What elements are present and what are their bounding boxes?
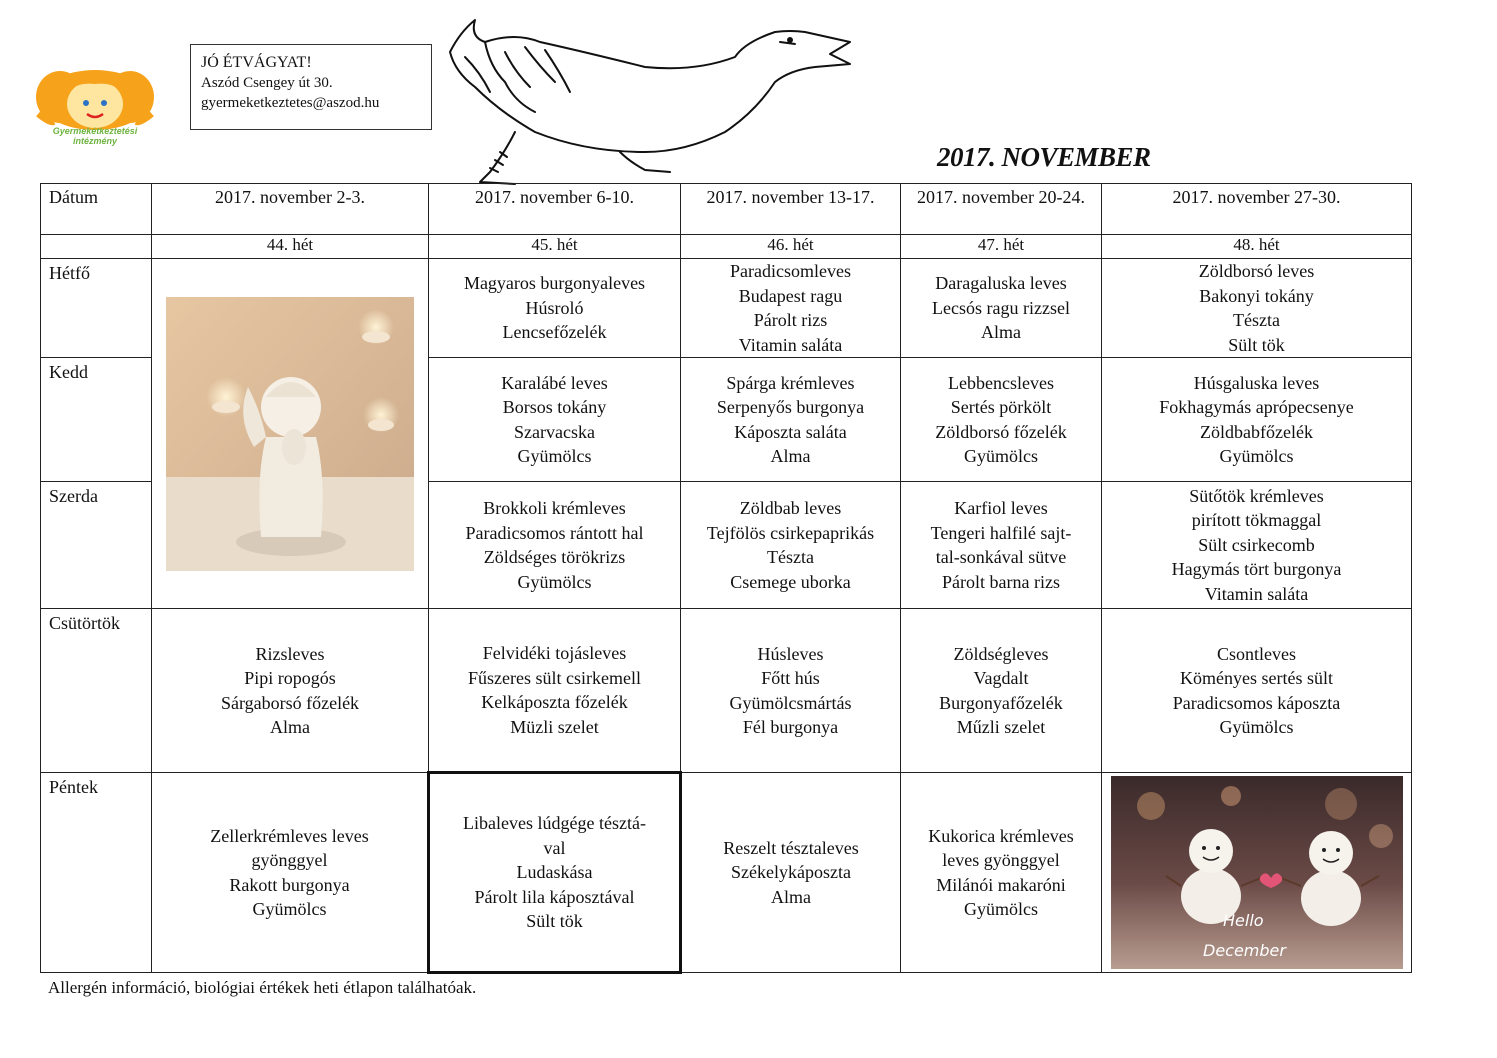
menu-item: Müzli szelet	[510, 716, 599, 737]
menu-item: Fűszeres sült csirkemell	[468, 667, 641, 688]
menu-item: Karalábé leves	[501, 372, 608, 393]
day-label: Péntek	[41, 773, 152, 973]
goose-illustration	[445, 12, 860, 187]
menu-cell	[429, 259, 681, 358]
menu-cell	[681, 609, 901, 773]
menu-item: Zöldségleves	[953, 643, 1049, 664]
menu-cell	[429, 482, 681, 609]
menu-item: Párolt lila káposztával	[474, 886, 635, 907]
menu-item: Alma	[771, 886, 811, 907]
col-header: 2017. november 13-17.	[681, 184, 901, 235]
menu-item: Gyümölcs	[964, 446, 1038, 466]
menu-item: Rizsleves	[255, 643, 325, 664]
menu-cell	[1102, 259, 1412, 358]
col-header: 2017. november 27-30.	[1102, 184, 1412, 235]
email: gyermeketkeztetes@aszod.hu	[201, 95, 380, 111]
menu-item: tal-sonkával sütve	[935, 547, 1067, 567]
menu-item: Karfiol leves	[954, 498, 1048, 518]
menu-item: Bakonyi tokány	[1199, 285, 1314, 306]
day-label: Kedd	[41, 358, 152, 482]
menu-item: Sült tök	[526, 911, 583, 932]
menu-item: Daragaluska leves	[935, 273, 1067, 294]
menu-item: Gyümölcs	[517, 571, 592, 592]
day-label: Szerda	[41, 482, 152, 609]
menu-item: Felvidéki tojásleves	[482, 643, 627, 663]
month-title: 2017. NOVEMBER	[937, 142, 1151, 172]
menu-item: Szarvacska	[514, 421, 595, 442]
week-number: 46. hét	[681, 235, 901, 259]
menu-item: Alma	[770, 446, 811, 466]
menu-item: Zöldborsó leves	[1198, 261, 1315, 281]
menu-item: Gyümölcs	[517, 446, 592, 466]
menu-cell	[1102, 482, 1412, 609]
menu-item: Húsgaluska leves	[1193, 372, 1320, 393]
date-label: Dátum	[41, 184, 152, 235]
snowmen-image	[1111, 776, 1403, 969]
menu-cell	[681, 259, 901, 358]
menu-cell	[429, 358, 681, 482]
menu-cell	[901, 609, 1102, 773]
menu-item: Ludaskása	[516, 862, 593, 883]
menu-item: Vagdalt	[973, 668, 1029, 688]
menu-item: Műzli szelet	[956, 717, 1046, 737]
menu-item: Fokhagymás aprópecsenye	[1159, 397, 1354, 417]
contact-box	[190, 44, 432, 130]
menu-item: Székelykáposzta	[731, 862, 851, 883]
col-header: 2017. november 20-24.	[901, 184, 1102, 235]
allergen-footnote: Allergén információ, biológiai értékek heti étlapon találhatóak.	[48, 978, 477, 997]
week-number: 45. hét	[429, 235, 681, 259]
menu-item: pirított tökmaggal	[1191, 510, 1322, 531]
menu-item: Húsroló	[525, 297, 584, 318]
menu-cell	[681, 358, 901, 482]
menu-item: Gyümölcs	[1219, 717, 1294, 737]
menu-item: Zellerkrémleves leves	[210, 825, 369, 846]
menu-cell	[901, 259, 1102, 358]
menu-item: Milánói makaróni	[936, 874, 1066, 895]
menu-item: Tejfölös csirkepaprikás	[706, 522, 875, 543]
menu-item: Lecsós ragu rizzsel	[932, 297, 1070, 318]
col-header: 2017. november 2-3.	[152, 184, 429, 235]
menu-cell-highlighted	[429, 773, 681, 973]
logo-text-1: Gyermekétkeztetési	[52, 126, 138, 136]
menu-item: Gyümölcs	[1219, 446, 1294, 466]
menu-item: Paradicsomleves	[730, 261, 851, 281]
menu-item: Pipi ropogós	[244, 668, 336, 688]
menu-cell	[152, 609, 429, 773]
angel-image-cell	[152, 259, 429, 609]
menu-item: Sütőtök krémleves	[1189, 485, 1324, 506]
menu-cell	[1102, 609, 1412, 773]
week-number: 48. hét	[1102, 235, 1412, 259]
menu-item: Köményes sertés sült	[1180, 668, 1333, 688]
col-header: 2017. november 6-10.	[429, 184, 681, 235]
menu-cell	[1102, 358, 1412, 482]
menu-item: Burgonyafőzelék	[939, 692, 1063, 713]
menu-item: Gyümölcsmártás	[729, 692, 852, 713]
menu-item: Zöldbabfőzelék	[1200, 421, 1313, 442]
menu-cell	[429, 609, 681, 773]
menu-cell	[901, 358, 1102, 482]
day-label: Hétfő	[41, 259, 152, 358]
menu-item: Budapest ragu	[738, 285, 843, 306]
greeting: JÓ ÉTVÁGYAT!	[201, 54, 312, 71]
menu-item: Alma	[981, 322, 1021, 343]
menu-item: Reszelt tésztaleves	[723, 837, 859, 858]
snow-text-2: December	[1202, 941, 1286, 960]
menu-cell	[681, 773, 901, 973]
menu-item: Kukorica krémleves	[928, 825, 1074, 846]
day-label: Csütörtök	[41, 609, 152, 773]
menu-cell	[152, 773, 429, 973]
snowmen-image-cell	[1102, 773, 1412, 973]
menu-item: Gyümölcs	[252, 899, 327, 919]
menu-item: Kelkáposzta főzelék	[481, 692, 628, 712]
menu-item: Vitamin saláta	[1204, 583, 1309, 604]
week-number: 44. hét	[152, 235, 429, 259]
menu-table	[40, 183, 1412, 974]
menu-cell	[681, 482, 901, 609]
menu-item: Hagymás tört burgonya	[1171, 559, 1342, 580]
menu-item: Csontleves	[1217, 643, 1296, 664]
menu-item: Húsleves	[757, 643, 824, 664]
menu-item: Tészta	[767, 547, 814, 567]
menu-item: Sült tök	[1228, 334, 1285, 355]
menu-item: Rakott burgonya	[229, 874, 350, 895]
menu-item: gyönggyel	[251, 850, 328, 870]
menu-item: Borsos tokány	[502, 397, 607, 417]
menu-item: Gyümölcs	[964, 899, 1038, 919]
menu-item: Serpenyős burgonya	[716, 397, 865, 417]
menu-cell	[901, 482, 1102, 609]
menu-item: Lencsefőzelék	[502, 322, 607, 343]
menu-item: Vitamin saláta	[738, 334, 843, 355]
angel-figurine-image	[166, 297, 414, 571]
menu-item: val	[543, 837, 566, 858]
menu-item: Párolt barna rizs	[942, 571, 1060, 592]
menu-item: Csemege uborka	[730, 571, 851, 592]
snow-text-1: Hello	[1222, 911, 1264, 930]
address: Aszód Csengey út 30.	[201, 75, 333, 91]
menu-item: Sertés pörkölt	[950, 397, 1052, 417]
logo-text-2: intézmény	[72, 136, 118, 146]
institution-logo	[30, 62, 160, 152]
week-number: 47. hét	[901, 235, 1102, 259]
menu-item: Zöldborsó főzelék	[935, 421, 1067, 442]
menu-item: Lebbencsleves	[948, 372, 1054, 393]
menu-item: Sárgaborsó főzelék	[220, 692, 360, 713]
menu-item: Főtt hús	[761, 668, 820, 688]
menu-cell	[901, 773, 1102, 973]
menu-item: Sült csirkecomb	[1198, 534, 1315, 555]
menu-item: Párolt rizs	[753, 310, 828, 330]
menu-item: Fél burgonya	[742, 717, 839, 737]
menu-item: Zöldbab leves	[739, 498, 842, 518]
menu-item: Káposzta saláta	[734, 421, 847, 442]
menu-item: Alma	[270, 717, 310, 737]
menu-item: Zöldséges törökrizs	[483, 547, 626, 567]
menu-item: Magyaros burgonyaleves	[463, 273, 646, 294]
menu-item: Brokkoli krémleves	[483, 498, 626, 518]
menu-item: leves gyönggyel	[942, 850, 1060, 870]
menu-item: Spárga krémleves	[726, 372, 855, 393]
menu-item: Paradicsomos rántott hal	[465, 522, 644, 543]
menu-item: Tészta	[1233, 310, 1280, 330]
menu-item: Tengeri halfilé sajt-	[930, 522, 1072, 543]
menu-item: Libaleves lúdgége tésztá-	[463, 813, 646, 834]
menu-item: Paradicsomos káposzta	[1172, 692, 1341, 713]
